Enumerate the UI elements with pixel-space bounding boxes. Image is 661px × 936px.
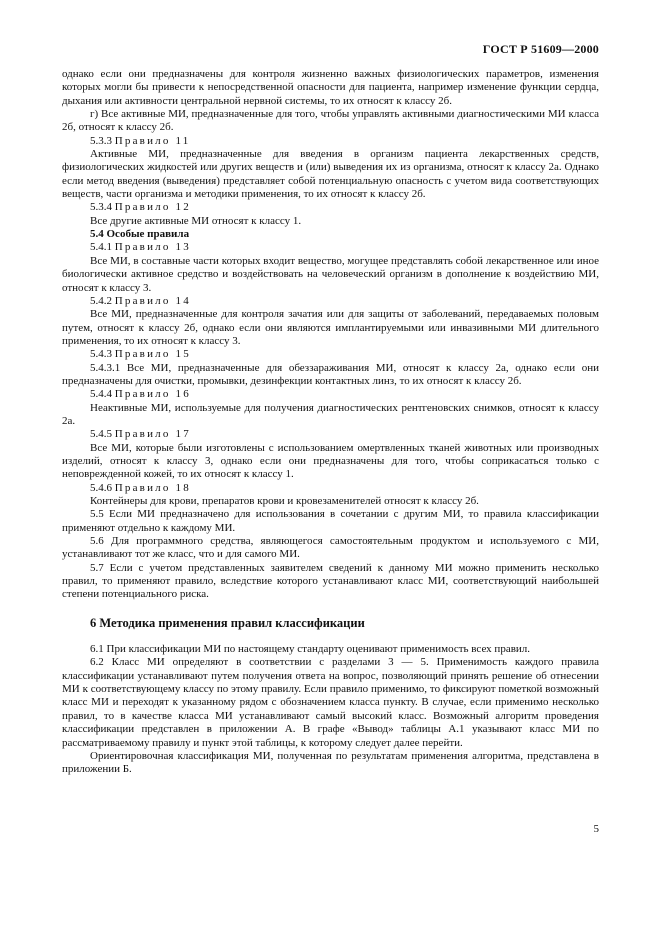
rule-label: Правило 12 [114,201,191,214]
rule-heading [62,241,599,254]
rule-label: Правило 13 [114,241,191,254]
rule-heading [62,201,599,214]
rule-heading [62,135,599,148]
section-heading: 6 Методика применения правил классификации [90,615,365,630]
paragraph: Все другие активные МИ относят к классу 1. [90,214,302,227]
document-body [62,68,599,777]
rule-heading [62,428,599,441]
paragraph: 6.2 Класс МИ определяют в соответствии с разделами 3 — 5. Применимость каждого правила классификации устанавливают путем получения ответа на вопрос, позволяющий принять решение об отнесении МИ к соответствующему классу по этому правилу. Если правило применимо, то фиксируют пометкой возможный класс МИ и переходят к указанному рядом с обозначением класса пункту. В случае, если применимо несколько правил, то в качестве класса МИ устанавливают самый высокий класс. Возможный алгоритм проведения классификации представлен в приложении А. В графе «Вывод» таблицы А.1 указывают класс МИ по рассматриваемому правилу и пункт этой таблицы, к которому следует далее перейти. [62,656,599,749]
paragraph: 5.4.3.1 Все МИ, предназначенные для обеззараживания МИ, относят к классу 2а, однако если они предназначены для очистки, промывки, дезинфекции контактных линз, то их относят к классу 2б. [62,361,599,387]
paragraph: Активные МИ, предназначенные для введения в организм пациента лекарственных средств, физиологических жидкостей или других веществ и (или) выведения их из организма, относят к классу 2а. Однако если метод введения (выведения) представляет собой потенциальную опасность с учетом вида соответствующих веществ, части организма и методики применения, то их относят к классу 2б. [62,148,599,201]
rule-heading [62,295,599,308]
rule-heading [62,388,599,401]
rule-number: 5.4.5 [90,428,112,441]
rule-label: Правило 17 [114,428,191,441]
rule-label: Правило 18 [114,481,191,494]
rule-heading [62,482,599,495]
paragraph: Все МИ, предназначенные для контроля зачатия или для защиты от заболеваний, передаваемых половым путем, относят к классу 2б, однако если они являются имплантируемыми или инвазивными МИ длительного применения, то их относят к классу 3. [62,308,599,347]
subsection-heading: 5.4 Особые правила [90,228,190,241]
rule-number: 5.4.6 [90,481,112,494]
paragraph: 6.1 При классификации МИ по настоящему стандарту оценивают применимость всех правил. [90,643,531,656]
rule-label: Правило 14 [114,294,191,307]
rule-number: 5.3.3 [90,134,112,147]
paragraph: 5.5 Если МИ предназначено для использования в сочетании с другим МИ, то правила классификации применяют отдельно к каждому МИ. [62,508,599,534]
paragraph: Все МИ, которые были изготовлены с использованием омертвленных тканей животных или производных изделий, относят к классу 3, однако если они предназначены для того, чтобы соприкасаться только с неповрежденной кожей, то их относят к классу 1. [62,441,599,481]
paragraph: Неактивные МИ, используемые для получения диагностических рентгеновских снимков, относят к классу 2а. [62,401,599,427]
rule-number: 5.4.3 [90,348,112,361]
paragraph: Ориентировочная классификация МИ, полученная по результатам применения алгоритма, представлена в приложении Б. [62,749,599,776]
rule-number: 5.4.2 [90,294,112,307]
page-number: 5 [593,823,599,835]
paragraph: однако если они предназначены для контроля жизненно важных физиологических параметров, изменения которых могли бы привести к непосредственной опасности для пациента, например изменение функции сердца, дыхания или активности центральной нервной системы, то их относят к классу 2б. [62,68,599,107]
rule-label: Правило 15 [114,348,191,361]
paragraph: 5.7 Если с учетом представленных заявителем сведений к данному МИ можно применить несколько правил, то применяют правило, вследствие которого устанавливают класс МИ, соответствующий наибольшей степени потенциального риска. [62,561,599,601]
rule-heading [62,348,599,361]
rule-label: Правило 11 [114,134,191,147]
rule-number: 5.4.1 [90,241,112,254]
rule-label: Правило 16 [114,388,191,401]
document-id-header: ГОСТ Р 51609—2000 [482,42,599,56]
paragraph: Все МИ, в составные части которых входит вещество, могущее представлять собой лекарственное или иное биологически активное средство и воздействовать на человеческий организм в дополнение к воздействию МИ, относят к классу 3. [62,254,599,294]
paragraph: Контейнеры для крови, препаратов крови и кровезаменителей относят к классу 2б. [90,495,479,507]
rule-number: 5.3.4 [90,201,112,214]
rule-number: 5.4.4 [90,388,112,401]
paragraph: г) Все активные МИ, предназначенные для того, чтобы управлять активными диагностическими МИ класса 2б, относят к классу 2б. [62,108,599,134]
paragraph: 5.6 Для программного средства, являющегося самостоятельным продуктом и используемого с МИ, устанавливают тот же класс, что и для самого МИ. [62,535,599,561]
